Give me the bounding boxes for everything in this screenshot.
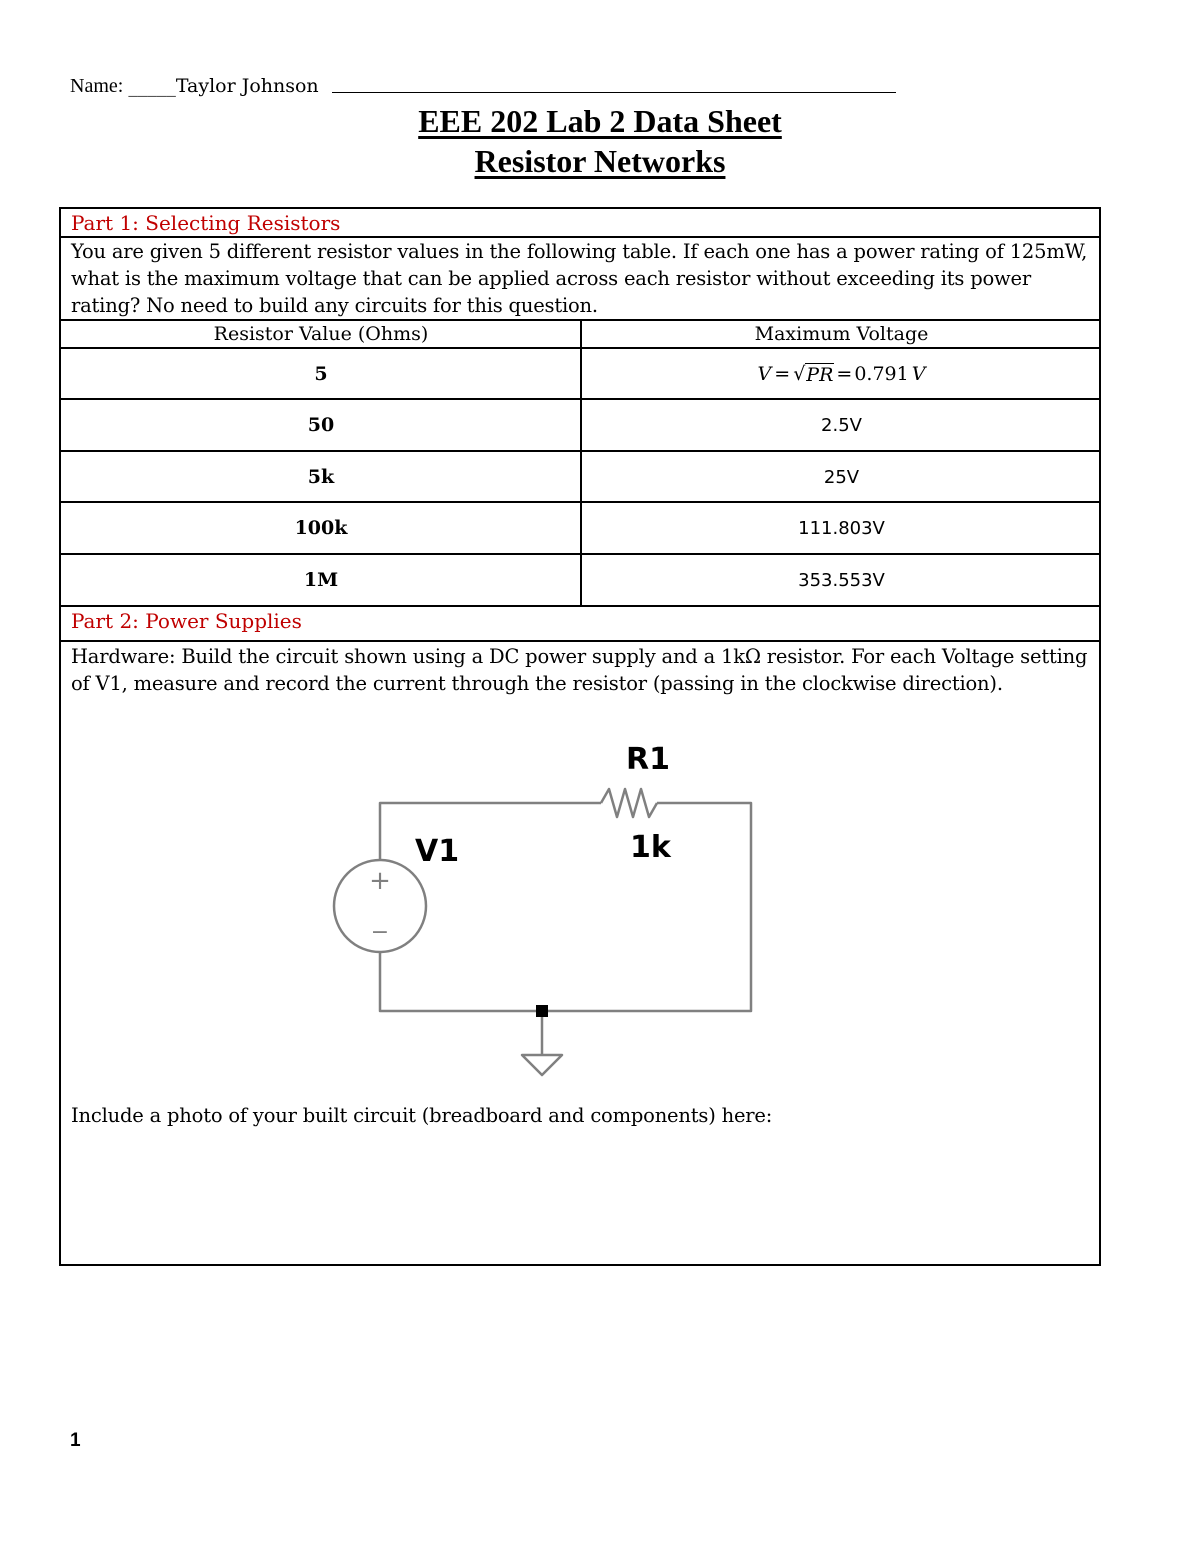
formula-eq-2: = [836, 363, 853, 385]
table-cell-voltage-formula [582, 349, 1101, 399]
name-value[interactable]: Taylor Johnson [175, 75, 319, 97]
photo-drop-area[interactable] [61, 1134, 1099, 1260]
resistor-value-label: 1k [630, 830, 671, 865]
document-subtitle: Resistor Networks [474, 143, 726, 179]
formula-unit: V [911, 363, 926, 385]
wire-top-left [380, 803, 601, 859]
name-blank-prefix: _____ [128, 75, 176, 97]
part2-instructions: Hardware: Build the circuit shown using a DC power supply and a 1kΩ resistor. For each Voltage setting of V1, measure and record the current through the resistor (passing in the clockwise direction). [71, 645, 1088, 695]
name-label: Name: [70, 75, 129, 97]
resistor-r1-symbol [601, 789, 657, 817]
circuit-diagram [321, 729, 781, 1089]
formula-result: 0.791 [854, 363, 909, 385]
source-minus-sign: − [370, 920, 390, 945]
photo-prompt: Include a photo of your built circuit (breadboard and components) here: [71, 1104, 773, 1127]
table-cell-resistor: 5 [314, 363, 328, 385]
document-title: EEE 202 Lab 2 Data Sheet [418, 103, 782, 139]
table-cell-resistor: 1M [303, 569, 339, 591]
formula-v: V [757, 363, 772, 385]
table-cell-resistor: 50 [307, 414, 335, 436]
table-cell-resistor: 5k [307, 466, 335, 488]
ground-icon [522, 1055, 562, 1075]
part1-heading: Part 1: Selecting Resistors [71, 211, 341, 235]
table-cell-voltage: 111.803V [798, 517, 885, 539]
table-cell-voltage: 353.553V [798, 569, 885, 591]
column-header-voltage: Maximum Voltage [754, 323, 929, 345]
formula-radical: √ [793, 363, 806, 385]
table-cell-voltage: 2.5V [821, 414, 862, 436]
formula-eq: = [774, 363, 791, 385]
source-label-v1: V1 [415, 834, 460, 869]
name-underline [332, 74, 896, 93]
part1-instructions: You are given 5 different resistor values in the following table. If each one has a power rating of 125mW, what is the maximum voltage that can be applied across each resistor without exceeding its power rating? No need to build any circuits for this question. [71, 240, 1088, 317]
part2-heading: Part 2: Power Supplies [71, 609, 302, 633]
resistor-label-r1: R1 [626, 742, 670, 777]
divider [61, 605, 1099, 607]
column-header-resistor: Resistor Value (Ohms) [213, 323, 429, 345]
table-cell-voltage: 25V [823, 466, 860, 488]
ground-node [536, 1005, 548, 1017]
divider [61, 640, 1099, 642]
page-number: 1 [70, 1430, 81, 1451]
formula-pr: PR [806, 363, 834, 386]
data-sheet-frame [59, 207, 1101, 1266]
table-cell-resistor: 100k [294, 517, 348, 539]
source-plus-sign: + [369, 866, 391, 896]
name-line [70, 74, 896, 98]
